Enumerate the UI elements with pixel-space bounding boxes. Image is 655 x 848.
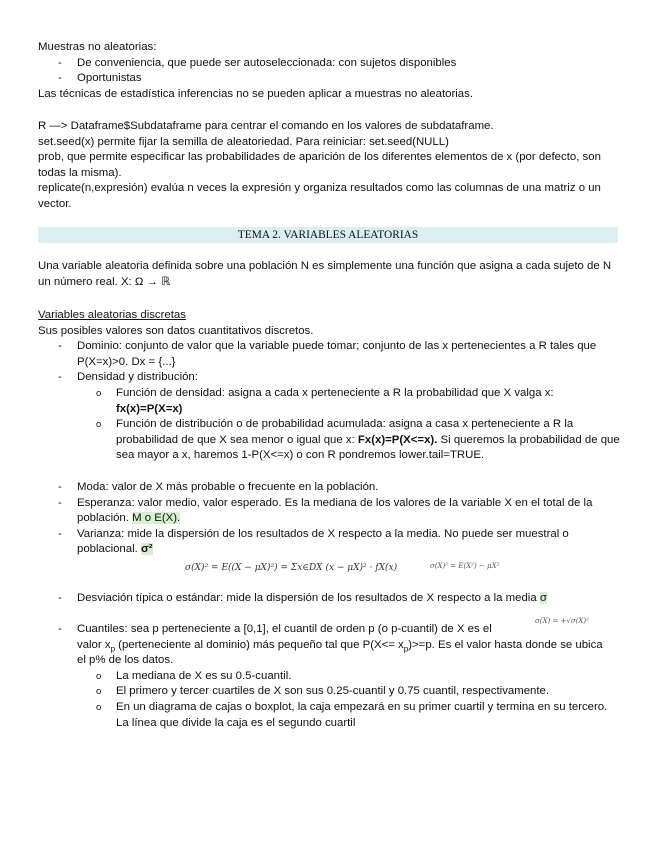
densidad-b-post: Si queremos la probabilidad de que sea mayor a x, haremos 1-P(X<=x) o con R pondremos lower.tail=TRUE. [116, 433, 620, 462]
densidad-a-formula: fx(x)=P(X=x) [116, 402, 183, 415]
list-item-varianza [38, 527, 620, 558]
circle-bullet: o [96, 387, 102, 399]
cuantiles-text: Cuantiles: sea p perteneciente a [0,1], el cuantil de orden p (o p-cuantil) de X es el [77, 623, 492, 635]
list-item-esperanza [38, 496, 620, 527]
densidad-b-formula: Fx(x)=P(X<=x). [357, 433, 438, 446]
desviacion-highlight: σ [539, 592, 547, 604]
intro-item-text: Oportunistas [77, 72, 142, 85]
list-item-cuantiles [38, 622, 620, 638]
varianza-highlight: σ² [140, 543, 153, 556]
cuantiles-section [38, 622, 620, 731]
varianza-formula: σ(X)² = E((X − μX)²) = Σx∈DX (x − μX)² · fX(x) [185, 563, 398, 573]
r-note-line: replicate(n,expresión) evalúa n veces la expresión y organiza resultados como las columnas de una matriz o un vector. [38, 182, 601, 210]
varianza-formula-alt: σ(X)² = E(X²) − μX² [430, 562, 500, 570]
esperanza-highlight: M o E(X). [132, 512, 181, 525]
sublist-item [38, 417, 620, 464]
intro-item [38, 71, 620, 87]
dash-bullet: - [58, 72, 62, 85]
intro-heading: Muestras no aleatorias: [38, 41, 157, 53]
esperanza-text: Esperanza: valor medio, valor esperado. Es la mediana de los valores de la variable X en el total de la población. [77, 496, 593, 525]
desviacion-formula: σ(X) = +√σ(X)² [535, 617, 589, 625]
sublist-item [38, 700, 620, 731]
cuantil-item-text: La mediana de X es su 0.5-cuantil. [116, 669, 292, 682]
cuantiles-line: el p% de los datos. [77, 654, 174, 667]
section-banner: TEMA 2. VARIABLES ALEATORIAS [38, 227, 618, 243]
intro-item [38, 56, 620, 72]
section-subtitle: Sus posibles valores son datos cuantitativos discretos. [38, 324, 314, 337]
r-note-line: set.seed(x) permite fijar la semilla de aleatoriedad. Para reiniciar: set.seed(NULL) [38, 135, 449, 148]
subscript-p: p [110, 643, 116, 653]
r-note-line: prob, que permite especificar las probabilidades de aparición de los diferentes elementos de x (por defecto, son todas la misma). [38, 151, 601, 179]
cuantiles-text: )>=p. Es el valor hasta donde se ubica [408, 638, 603, 651]
densidad-a-text: Función de densidad: asigna a cada x perteneciente a R la probabilidad que X valga x: [116, 386, 554, 399]
discretas-section [38, 308, 620, 464]
densidad-b-text: Función de distribución o de probabilidad acumulada: asigna a casa x perteneciente a R la probabilidad de que X sea menor o igual que x: [116, 418, 574, 446]
dash-bullet: - [58, 371, 62, 384]
intro-item-text: De conveniencia, que puede ser autoseleccionada: con sujetos disponibles [77, 56, 457, 69]
varianza-text: Varianza: mide la dispersión de los resultados de X respecto a la media. No puede ser muestral o poblacional. [77, 527, 569, 556]
subscript-p: p [403, 643, 409, 653]
definition-text: Una variable aleatoria definida sobre una población N es simplemente una función que asigna a cada sujeto de N un número real. X: Ω → ℝ [38, 260, 612, 288]
sublist-item [38, 669, 620, 685]
desviacion-section [38, 591, 620, 607]
r-note-line: R —> Dataframe$Subdataframe para centrar el comando en los valores de subdataframe. [38, 120, 494, 132]
list-item-dominio [38, 339, 620, 370]
circle-bullet: o [96, 701, 102, 713]
cuantiles-line [38, 638, 620, 654]
dash-bullet: - [58, 56, 62, 69]
desviacion-text: Desviación típica o estándar: mide la dispersión de los resultados de X respecto a la media [77, 592, 540, 604]
list-item-densidad [38, 370, 620, 386]
cuantil-item-text: El primero y tercer cuartiles de X son sus 0.25-cuantil y 0.75 cuantil, respectivamente. [116, 685, 550, 698]
circle-bullet: o [96, 670, 102, 682]
dash-bullet: - [58, 496, 62, 509]
intro-section [38, 40, 620, 102]
dash-bullet: - [58, 481, 62, 493]
cuantil-item-text: En un diagrama de cajas o boxplot, la caja empezará en su primer cuartil y termina en su tercero. La línea que divide la caja es el segundo cuartil [116, 700, 608, 729]
cuantiles-text: (perteneciente al dominio) más pequeño tal que P(X<= x [115, 638, 404, 651]
dominio-text: Dominio: conjunto de valor que la variable puede tomar; conjunto de las x pertenecientes a R tales que P(X=x)>0. Dx = {...} [77, 340, 597, 368]
dash-bullet: - [58, 592, 62, 604]
list-item-moda [38, 480, 620, 496]
moda-text: Moda: valor de X más probable o frecuente en la población. [77, 481, 379, 493]
densidad-title: Densidad y distribución: [77, 371, 198, 384]
dash-bullet: - [58, 527, 62, 540]
dash-bullet: - [58, 623, 62, 635]
circle-bullet: o [96, 419, 102, 431]
r-notes-section [38, 119, 620, 213]
stats-section [38, 480, 620, 558]
sublist-item [38, 684, 620, 700]
cuantiles-text: valor x [77, 638, 111, 651]
section-title: Variables aleatorias discretas [38, 309, 186, 321]
intro-note: Las técnicas de estadística inferencias no se pueden aplicar a muestras no aleatorias. [38, 87, 473, 100]
list-item-desviacion [38, 591, 620, 607]
sublist-item [38, 386, 620, 417]
dash-bullet: - [58, 340, 62, 353]
circle-bullet: o [96, 686, 102, 698]
